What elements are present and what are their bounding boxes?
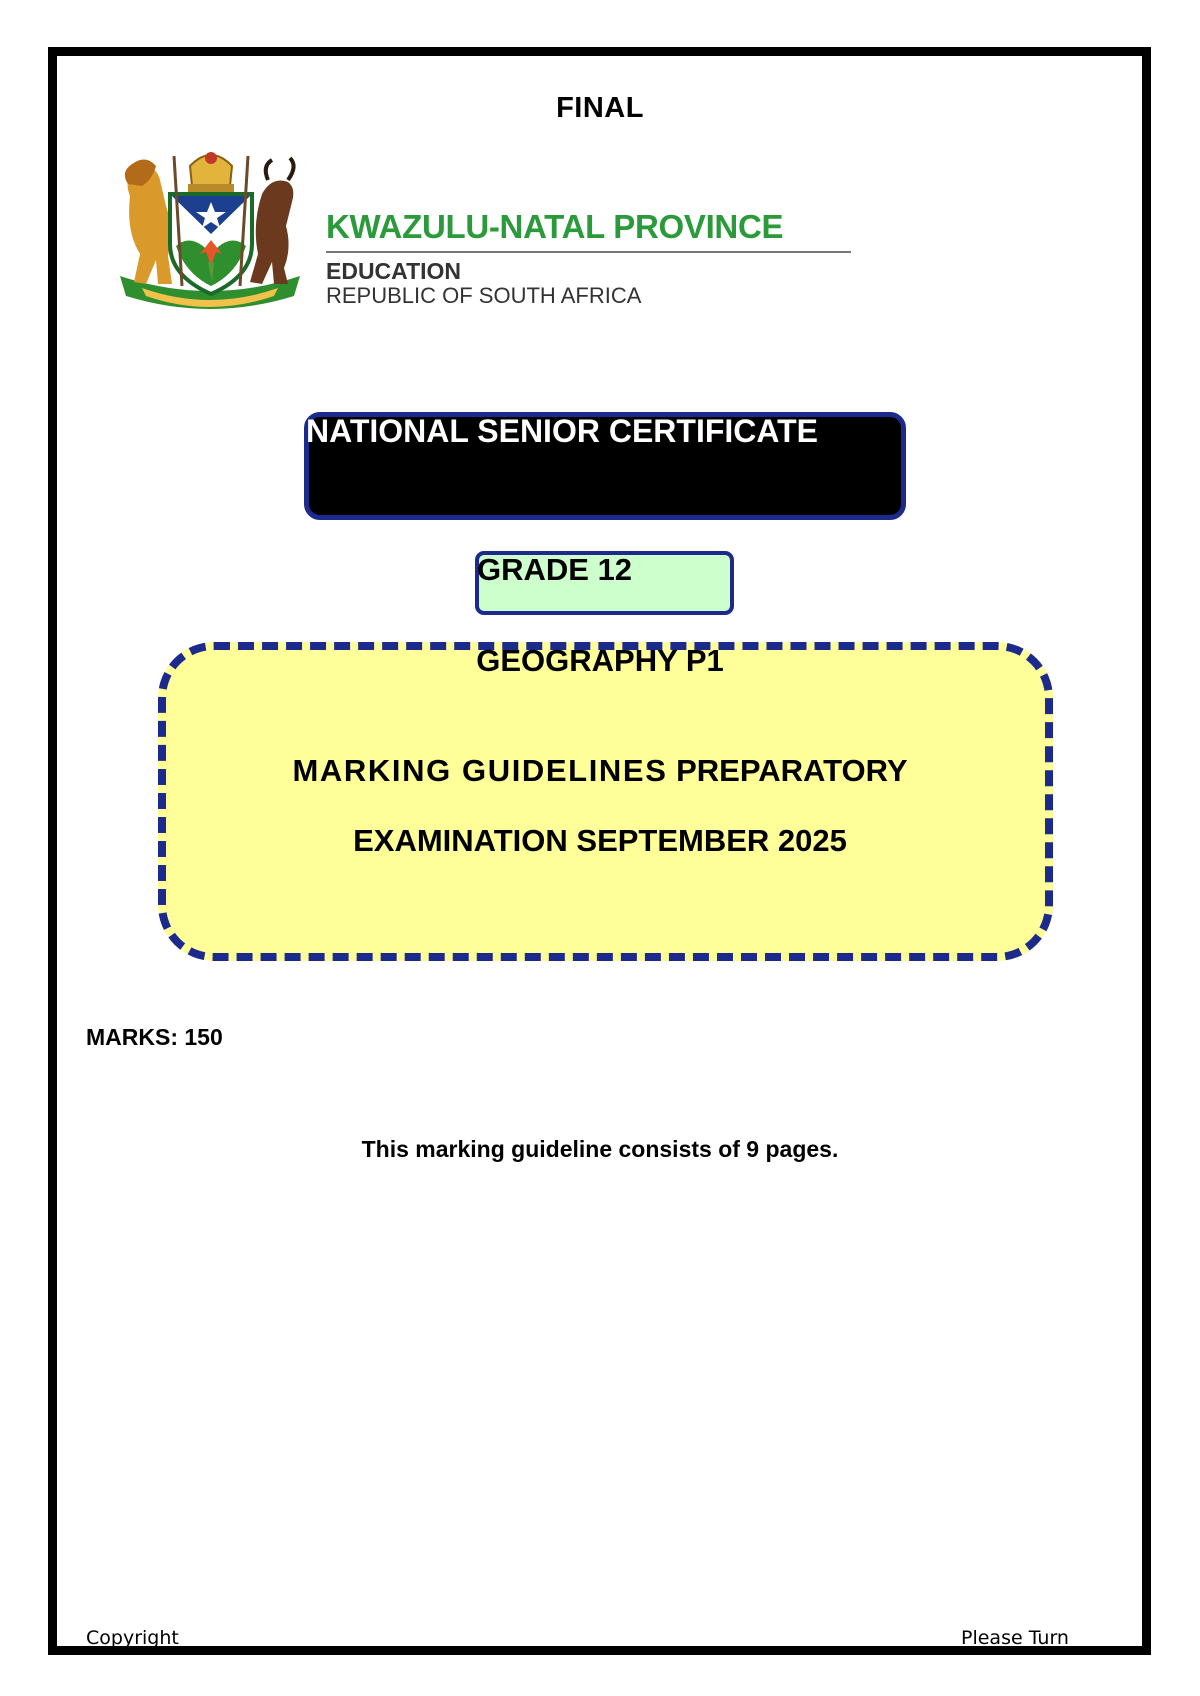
document-status: FINAL	[556, 92, 644, 124]
department-name: EDUCATION	[326, 258, 462, 284]
header-divider	[326, 251, 851, 253]
footer-copyright: Copyright	[86, 1627, 179, 1649]
title-panel	[158, 642, 1053, 961]
total-marks: MARKS: 150	[86, 1024, 223, 1050]
footer-please-turn: Please Turn	[961, 1627, 1069, 1649]
document-title-rest: PREPARATORY	[676, 753, 908, 788]
province-name: KWAZULU-NATAL PROVINCE	[326, 208, 784, 245]
document-title-bold: MARKING GUIDELINES	[292, 753, 668, 788]
document-title-line-2: EXAMINATION SEPTEMBER 2025	[353, 823, 847, 858]
grade-label: GRADE 12	[477, 552, 633, 587]
country-name: REPUBLIC OF SOUTH AFRICA	[326, 283, 642, 308]
page-count-note: This marking guideline consists of 9 pages.	[361, 1136, 839, 1162]
document-title-line-1	[0, 753, 1200, 789]
kzn-coat-of-arms-logo	[112, 136, 308, 326]
certificate-title: NATIONAL SENIOR CERTIFICATE	[306, 413, 818, 449]
subject-title: GEOGRAPHY P1	[476, 643, 724, 678]
